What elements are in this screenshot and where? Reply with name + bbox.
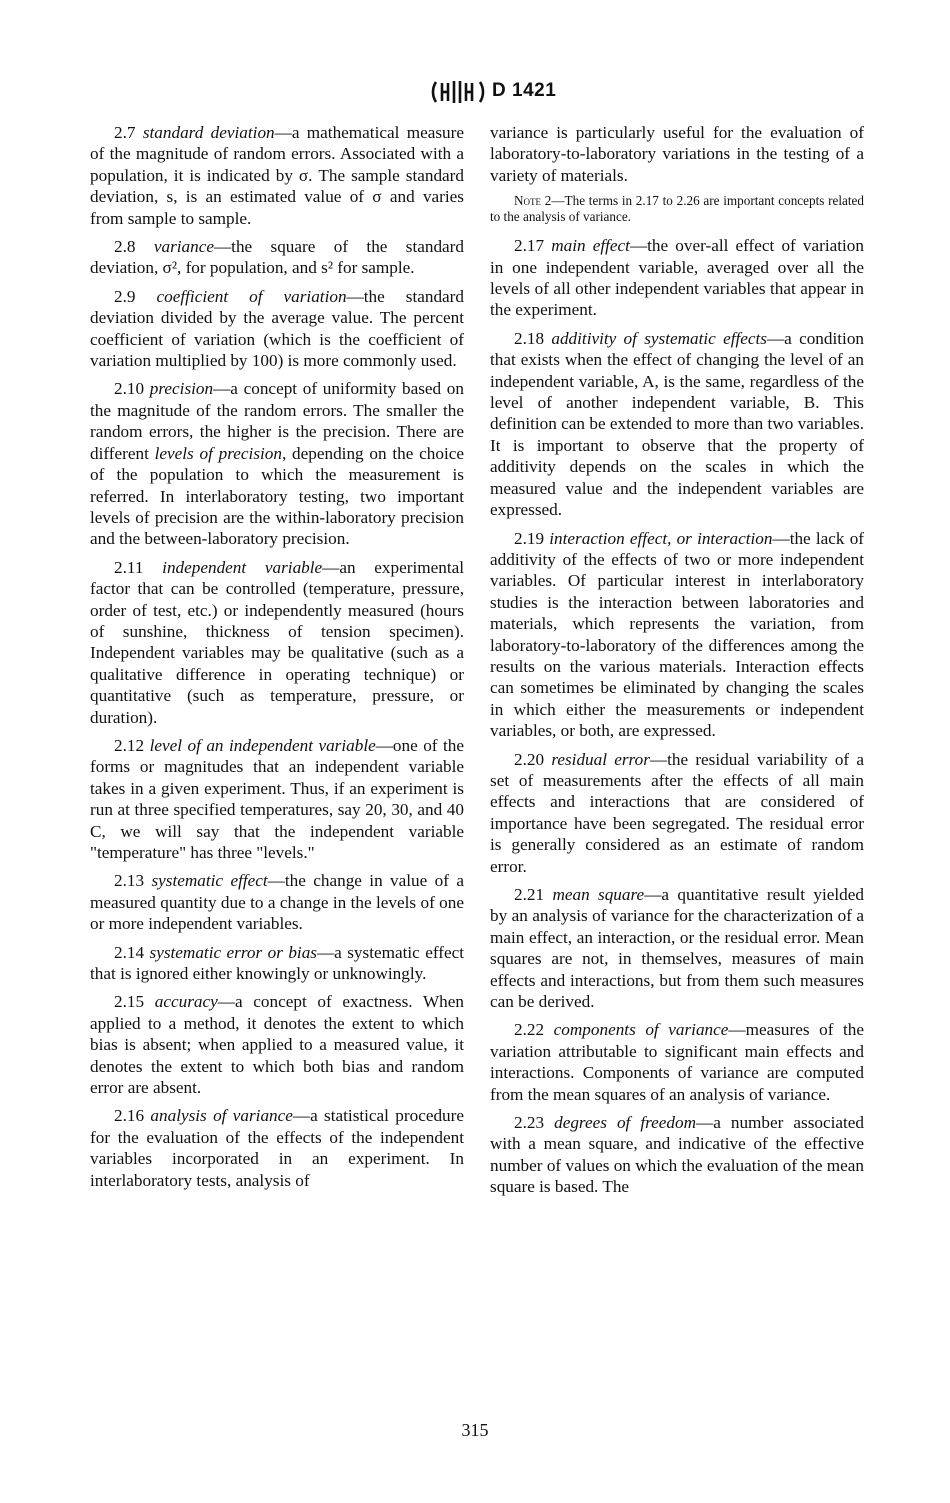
definition-2-18: 2.18 additivity of systematic effects—a condition that exists when the effect of changing the level of an independent variable, A, is the same, regardless of the level of another independent variable, B. This definition can be extended to more than two variables. It is important to observe that the property of additivity depends on the scales in which the measured value and the independent variables are expressed. bbox=[490, 328, 865, 520]
definition-2-19: 2.19 interaction effect, or interaction—the lack of additivity of the effects of two or more independent variables. Of particular interest in interlaboratory studies is the interaction between laboratories and materials, which represents the variation, from laboratory-to-laboratory of the differences among the results on the various materials. Interaction effects can sometimes be eliminated by changing the scales in which either the measurements or independent variables, or both, are expressed. bbox=[490, 528, 865, 741]
definition-2-12: 2.12 level of an independent variable—one of the forms or magnitudes that an independent variable takes in a given experiment. Thus, if an experiment is run at three specified temperatures, say 20, 30, and 40 C, we will say that the independent variable "temperature" has three "levels." bbox=[90, 735, 464, 862]
definition-2-22: 2.22 components of variance—measures of the variation attributable to significant main effects and interactions. Components of variance are computed from the mean squares of an analysis of variance. bbox=[490, 1020, 865, 1104]
document-designation: D 1421 bbox=[492, 80, 557, 101]
definition-2-16: 2.16 analysis of variance—a statistical procedure for the evaluation of the effects of the independent variables incorporated in an experiment. In interlaboratory tests, analysis of bbox=[90, 1106, 464, 1190]
definition-2-23: 2.23 degrees of freedom—a number associated with a mean square, and indicative of the effective number of values on which the evaluation of the mean square is based. The bbox=[490, 1113, 865, 1197]
right-column bbox=[490, 122, 864, 1205]
definition-2-11: 2.11 independent variable—an experimental factor that can be controlled (temperature, pressure, order of test, etc.) or independently measured (hours of sunshine, thickness of tension specimen). Independent variables may be qualitative (such as a qualitative difference in operating technique) or quantitative (such as temperature, pressure, or duration). bbox=[90, 557, 465, 727]
page-header bbox=[0, 76, 950, 110]
definition-2-17: 2.17 main effect—the over-all effect of variation in one independent variable, averaged over all the levels of all other independent variables that appear in the experiment. bbox=[490, 236, 864, 320]
left-column bbox=[90, 122, 464, 1198]
definition-2-16-continued: variance is particularly useful for the evaluation of laboratory-to-laboratory variations in the testing of a variety of materials. bbox=[490, 123, 864, 185]
definition-2-15: 2.15 accuracy—a concept of exactness. When applied to a method, it denotes the extent to which bias is absent; when applied to a measured value, it denotes the extent to which both bias and random error are absent. bbox=[90, 992, 464, 1098]
definition-2-7: 2.7 standard deviation—a mathematical measure of the magnitude of random errors. Associated with a population, it is indicated by σ. The sample standard deviation, s, is an estimated value of σ and varies from sample to sample. bbox=[90, 123, 464, 228]
definition-2-10: 2.10 precision—a concept of uniformity based on the magnitude of the random errors. The smaller the random errors, the higher is the precision. There are different levels of precision, depending on the choice of the population to which the measurement is referred. In interlaboratory testing, two important levels of precision are the within-laboratory precision and the between-laboratory precision. bbox=[90, 379, 464, 549]
definition-2-8: 2.8 variance—the square of the standard deviation, σ², for population, and s² for sample. bbox=[90, 237, 464, 278]
page-number: 315 bbox=[461, 1420, 489, 1440]
definition-2-20: 2.20 residual error—the residual variability of a set of measurements after the effects of all main effects and interactions that are considered of importance have been segregated. The residual error is generally considered as an estimate of random error. bbox=[490, 749, 864, 876]
definition-2-13: 2.13 systematic effect—the change in value of a measured quantity due to a change in the levels of one or more independent variables. bbox=[90, 871, 465, 934]
astm-logo-icon bbox=[430, 78, 486, 106]
note-2: Note 2—The terms in 2.17 to 2.26 are important concepts related to the analysis of variance. bbox=[490, 193, 864, 225]
definition-2-14: 2.14 systematic error or bias—a systematic effect that is ignored either knowingly or unknowingly. bbox=[90, 942, 465, 984]
definition-2-9: 2.9 coefficient of variation—the standard deviation divided by the average value. The percent coefficient of variation (which is the coefficient of variation multiplied by 100) is more commonly used. bbox=[90, 286, 464, 371]
definition-2-21: 2.21 mean square—a quantitative result yielded by an analysis of variance for the characterization of a main effect, an interaction, or the residual error. Mean squares are not, in themselves, measures of main effects and interactions, but from them such measures can be derived. bbox=[490, 885, 864, 1012]
